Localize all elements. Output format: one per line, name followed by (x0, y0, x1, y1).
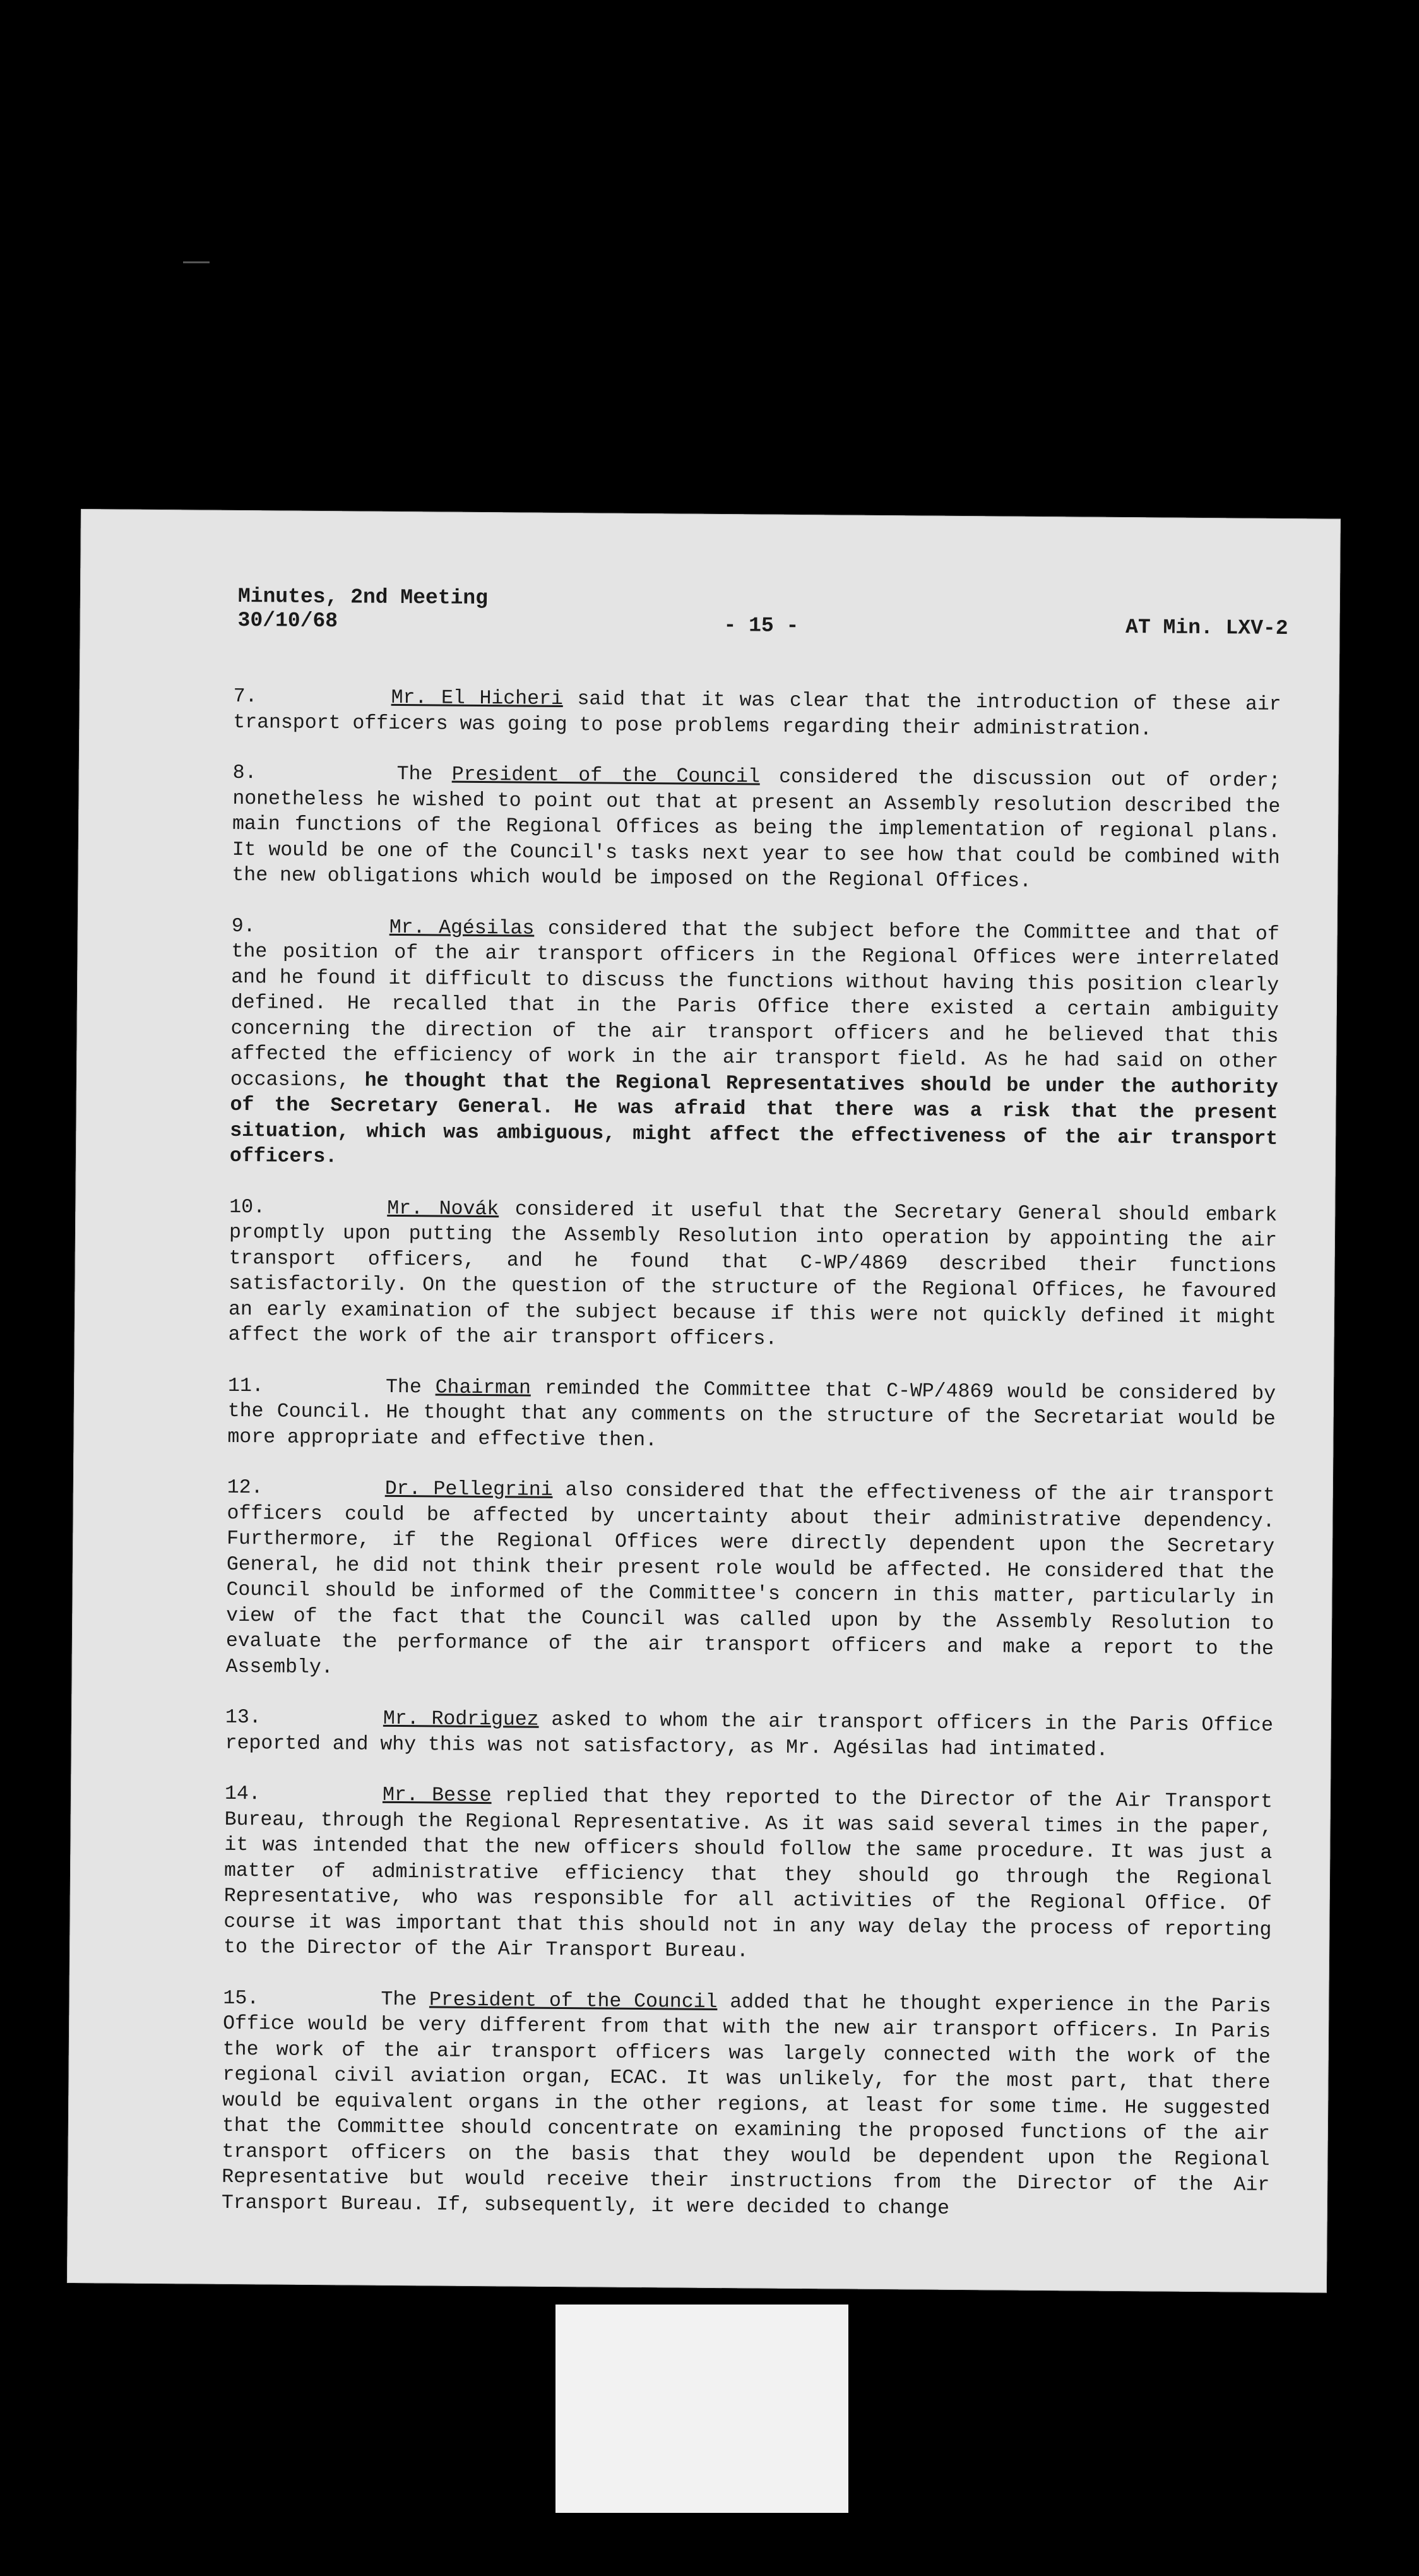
speaker-name: President of the Council (429, 1988, 718, 2013)
speaker-name: Mr. Besse (382, 1784, 492, 1808)
paragraph-text: replied that they reported to the Director of the Air Transport Bureau, through the Regional Representative. As it was said several times in the paper, it was intended that the new officers should follow the same procedure. It was just a matter of administrative efficiency that they should go through the Regional Representative, who was responsible for all activities of the Regional Office. Of course it was important that this should not in any way delay the process of reporting to the Director of the Air Transport Bureau. (223, 1785, 1273, 1963)
page-number: - 15 - (723, 614, 799, 638)
paragraph-number: 14. (224, 1782, 261, 1806)
paragraph-15 (222, 1986, 1271, 2224)
paragraph-prefix: The (381, 1988, 430, 2011)
document-reference: AT Min. LXV-2 (1125, 616, 1288, 641)
paragraph-prefix: The (396, 763, 452, 786)
paragraph-bold-text: he thought that the Regional Representatives should be under the authority of the Secretary General. He was afraid that there was a risk that the present situation, which was ambiguous, might affect the effectiveness of the air transport officers. (229, 1070, 1279, 1169)
meeting-date: 30/10/68 (237, 608, 338, 633)
paragraph-8 (232, 761, 1281, 897)
paragraph-text: considered it useful that the Secretary General should embark promptly upon putting the Assembly Resolution into operation by appointing the air transport officers, and he found that C-WP/4869 described their functions satisfactorily. On the question of the structure of the Regional Offices, he favoured an early examination of the subject because if this were not quickly defined it might affect the work of the air transport officers. (228, 1198, 1278, 1351)
paragraph-14 (223, 1782, 1273, 1969)
paragraph-13 (225, 1705, 1273, 1765)
paragraph-number: 10. (229, 1196, 266, 1219)
speaker-name: Mr. El Hicheri (391, 686, 563, 711)
paragraph-text: said that it was clear that the introduction of these air transport officers was going to pose problems regarding their administration. (233, 688, 1281, 741)
speaker-name: Mr. Rodriguez (383, 1707, 539, 1731)
paragraph-text: considered that the subject before the Committee and that of the position of the air transport officers in the Regional Offices were interrelated and he found it difficult to discuss the functions without having this position clearly defined. He recalled that in the Paris Office there existed a certain ambiguity concerning the direction of the air transport officers and he believed that this affected the efficiency of work in the air transport field. As he had said on other occasions, (230, 917, 1279, 1092)
paragraph-9 (230, 914, 1279, 1178)
document-page (67, 509, 1341, 2293)
paragraph-number: 9. (231, 915, 256, 938)
paragraph-text: reminded the Committee that C-WP/4869 would be considered by the Council. He thought that any comments on the structure of the Secretariat would be more appropriate and effective then. (227, 1377, 1276, 1452)
speaker-name: Chairman (435, 1376, 531, 1400)
paragraph-number: 7. (233, 685, 258, 708)
page-header (237, 585, 1288, 643)
minutes-body (221, 684, 1281, 2250)
paragraph-number: 12. (227, 1476, 263, 1500)
margin-mark (183, 261, 210, 263)
speaker-name: Mr. Agésilas (389, 916, 535, 940)
paragraph-number: 13. (225, 1706, 261, 1729)
paragraph-text: considered the discussion out of order; nonetheless he wished to point out that at present an Assembly resolution described the main functions of the Regional Offices as being the implementation of regional plans. It would be one of the Council's tasks next year to see how that could be combined with the new obligations which would be imposed on the Regional Offices. (232, 766, 1281, 893)
paragraph-11 (227, 1373, 1276, 1458)
meeting-info (237, 585, 488, 635)
paragraph-number: 15. (223, 1987, 259, 2010)
paragraph-number: 11. (227, 1374, 264, 1397)
paragraph-12 (225, 1476, 1274, 1688)
paragraph-text: asked to whom the air transport officers in the Paris Office reported and why this was not satisfactory, as Mr. Agésilas had intimated. (225, 1708, 1274, 1762)
speaker-name: Dr. Pellegrini (384, 1477, 553, 1501)
paragraph-prefix: The (385, 1376, 436, 1398)
paragraph-number: 8. (232, 761, 257, 785)
paragraph-text: added that he thought experience in the Paris Office would be very different from that with the new air transport officers. In Paris the work of the air transport officers was largely connected with the work of the regional civil aviation organ, ECAC. It was unlikely, for the most part, that there would be equivalent organs in the other regions, at least for some time. He suggested that the Committee should concentrate on examining the proposed functions of the air transport officers on the basis that they would be dependent upon the Regional Representative but would receive their instructions from the Director of the Air Transport Bureau. If, subsequently, it were decided to change (221, 1991, 1271, 2220)
speaker-name: President of the Council (451, 763, 760, 789)
paragraph-10 (229, 1195, 1278, 1356)
meeting-title: Minutes, 2nd Meeting (237, 584, 489, 611)
paragraph-text: also considered that the effectiveness of the air transport officers could be affected by uncertainty about their administrative dependency. Furthermore, if the Regional Offices were directly dependent upon the Secretary General, he did not think their present role would be affected. He considered that the Council should be informed of the Committee's concern in this matter, particularly in view of the fact that the Council was called upon by the Assembly Resolution to evaluate the performance of the air transport officers and make a report to the Assembly. (225, 1479, 1275, 1679)
paper-stub (555, 2305, 848, 2513)
paragraph-7 (233, 684, 1281, 744)
speaker-name: Mr. Novák (387, 1197, 499, 1220)
